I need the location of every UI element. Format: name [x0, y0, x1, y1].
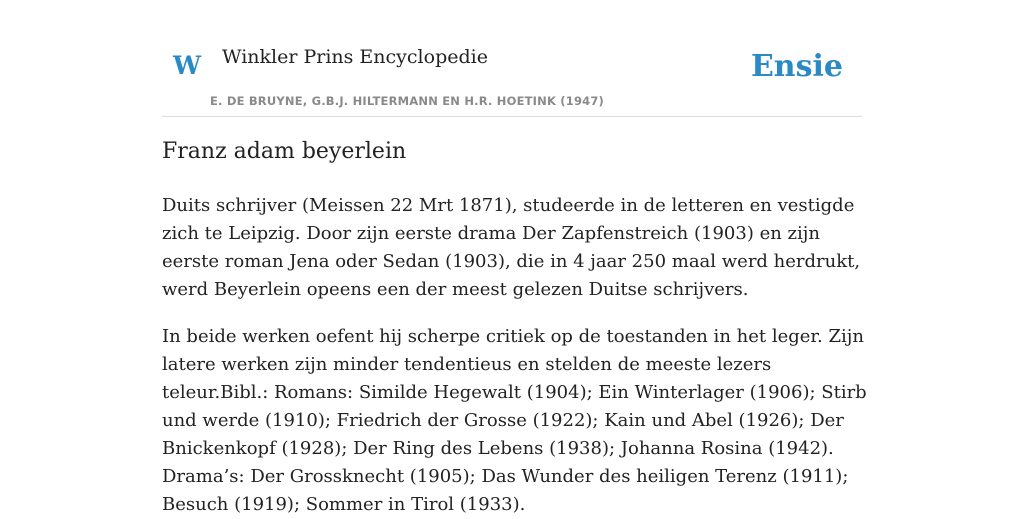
- source-title[interactable]: Winkler Prins Encyclopedie: [222, 46, 488, 68]
- brand-logo[interactable]: Ensie: [750, 49, 843, 84]
- page: [162, 0, 867, 515]
- article-paragraph: Duits schrijver (Meissen 22 Mrt 1871), studeerde in de letteren en vestigde zich te Leipzig. Door zijn eerste drama Der Zapfenstreich (1903) en zijn eerste roman Jena oder Sedan (1903), die in 4 jaar 250 maal werd herdrukt, werd Beyerlein opeens een der meest gelezen Duitse schrijvers.: [162, 195, 861, 300]
- source-header: [162, 0, 862, 117]
- source-authors: E. DE BRUYNE, G.B.J. HILTERMANN EN H.R. HOETINK (1947): [210, 94, 605, 108]
- source-logo[interactable]: W: [173, 51, 202, 80]
- article-paragraph: In beide werken oefent hij scherpe critiek op de toestanden in het leger. Zijn latere werken zijn minder tendentieus en stelden de meeste lezers teleur.Bibl.: Romans: Similde Hegewalt (1904); Ein Winterlager (1906); Stirb und werde (1910); Friedrich der Grosse (1922); Kain und Abel (1926); Der Bnickenkopf (1928); Der Ring des Lebens (1938); Johanna Rosina (1942). Drama’s: Der Grossknecht (1905); Das Wunder des heiligen Terenz (1911); Besuch (1919); Sommer in Tirol (1933).: [162, 326, 867, 515]
- article-title: Franz adam beyerlein: [162, 139, 407, 164]
